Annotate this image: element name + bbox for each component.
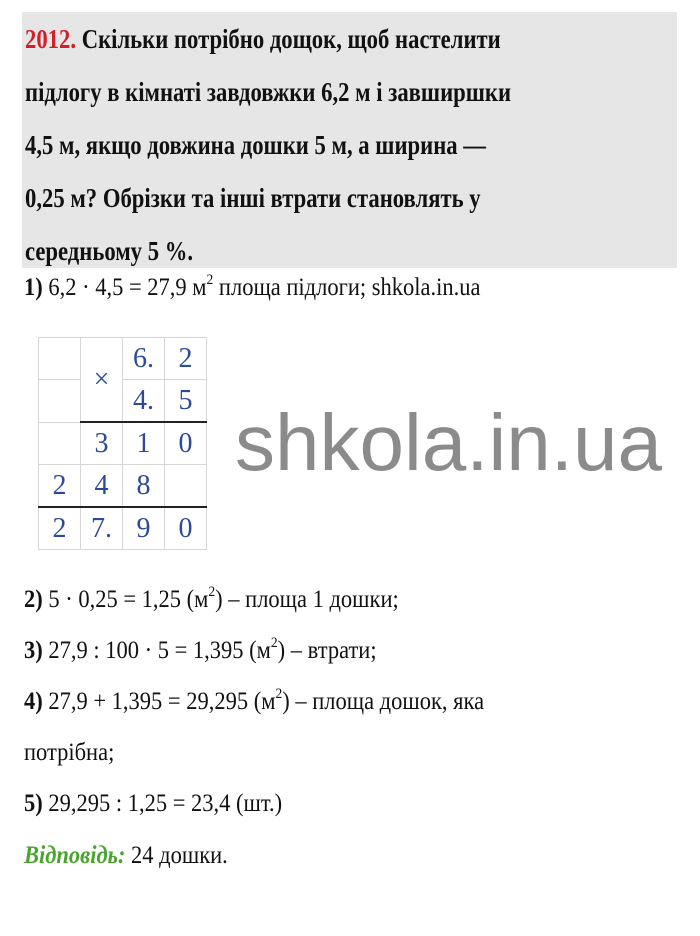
task-box <box>22 12 677 268</box>
step-4-continued: потрібна; <box>24 739 115 766</box>
step-number: 3) <box>24 637 43 664</box>
calc-cell: 0 <box>165 422 207 465</box>
step-text: 27,9 : 100 · 5 = 1,395 (м <box>48 637 271 664</box>
step-number: 1) <box>24 274 43 301</box>
step-text: 5 · 0,25 = 1,25 (м <box>48 586 209 613</box>
step-number: 4) <box>24 688 43 715</box>
step-sup: 2 <box>275 686 283 702</box>
step-4 <box>24 688 484 716</box>
step-text-after: площа підлоги; shkola.in.ua <box>213 274 481 301</box>
calc-cell: 5 <box>165 380 207 423</box>
multiply-sign: × <box>81 338 123 423</box>
calc-cell: 4 <box>81 465 123 508</box>
calc-cell <box>165 465 207 508</box>
answer-text: 24 дошки. <box>125 842 228 869</box>
step-1 <box>24 274 480 302</box>
calc-cell: 3 <box>81 422 123 465</box>
answer <box>24 842 228 870</box>
calc-cell <box>39 338 81 380</box>
calc-cell: 2 <box>39 507 81 550</box>
step-sup: 2 <box>206 272 214 288</box>
step-5 <box>24 790 282 818</box>
step-text-after: ) – площа 1 дошки; <box>215 586 399 613</box>
calc-cell: 0 <box>165 507 207 550</box>
calc-cell: 6. <box>123 338 165 380</box>
step-text: 6,2 · 4,5 = 27,9 м <box>48 274 207 301</box>
task-number: 2012. <box>25 24 77 54</box>
step-sup: 2 <box>208 584 216 600</box>
task-line: 4,5 м, якщо довжина дошки 5 м, а ширина — <box>25 130 486 160</box>
calc-cell: 8 <box>123 465 165 508</box>
step-text: 29,295 : 1,25 = 23,4 (шт.) <box>48 790 283 817</box>
step-number: 2) <box>24 586 43 613</box>
calc-cell: 2 <box>165 338 207 380</box>
calc-cell <box>39 422 81 465</box>
calc-cell: 7. <box>81 507 123 550</box>
answer-label: Відповідь: <box>24 842 126 869</box>
task-line: 0,25 м? Обрізки та інші втрати становлять у <box>25 183 481 213</box>
step-3 <box>24 637 377 665</box>
task-line-text: Скільки потрібно дощок, щоб настелити <box>81 24 501 54</box>
step-text-after: ) – площа дошок, яка <box>282 688 485 715</box>
step-2 <box>24 586 399 614</box>
step-text: 27,9 + 1,395 = 29,295 (м <box>48 688 276 715</box>
watermark-text: shkola.in.ua <box>235 398 662 487</box>
calc-cell: 2 <box>39 465 81 508</box>
calc-cell: 4. <box>123 380 165 423</box>
watermark <box>230 390 690 500</box>
task-line: середньому 5 %. <box>25 236 194 266</box>
step-text-after: ) – втрати; <box>277 637 377 664</box>
calc-cell: 9 <box>123 507 165 550</box>
step-sup: 2 <box>270 635 278 651</box>
multiplication-table <box>38 337 207 550</box>
calc-cell <box>39 380 81 423</box>
task-line: підлогу в кімнаті завдовжки 6,2 м і завширшки <box>25 77 512 107</box>
task-line <box>25 24 501 55</box>
step-number: 5) <box>24 790 43 817</box>
calc-cell: 1 <box>123 422 165 465</box>
